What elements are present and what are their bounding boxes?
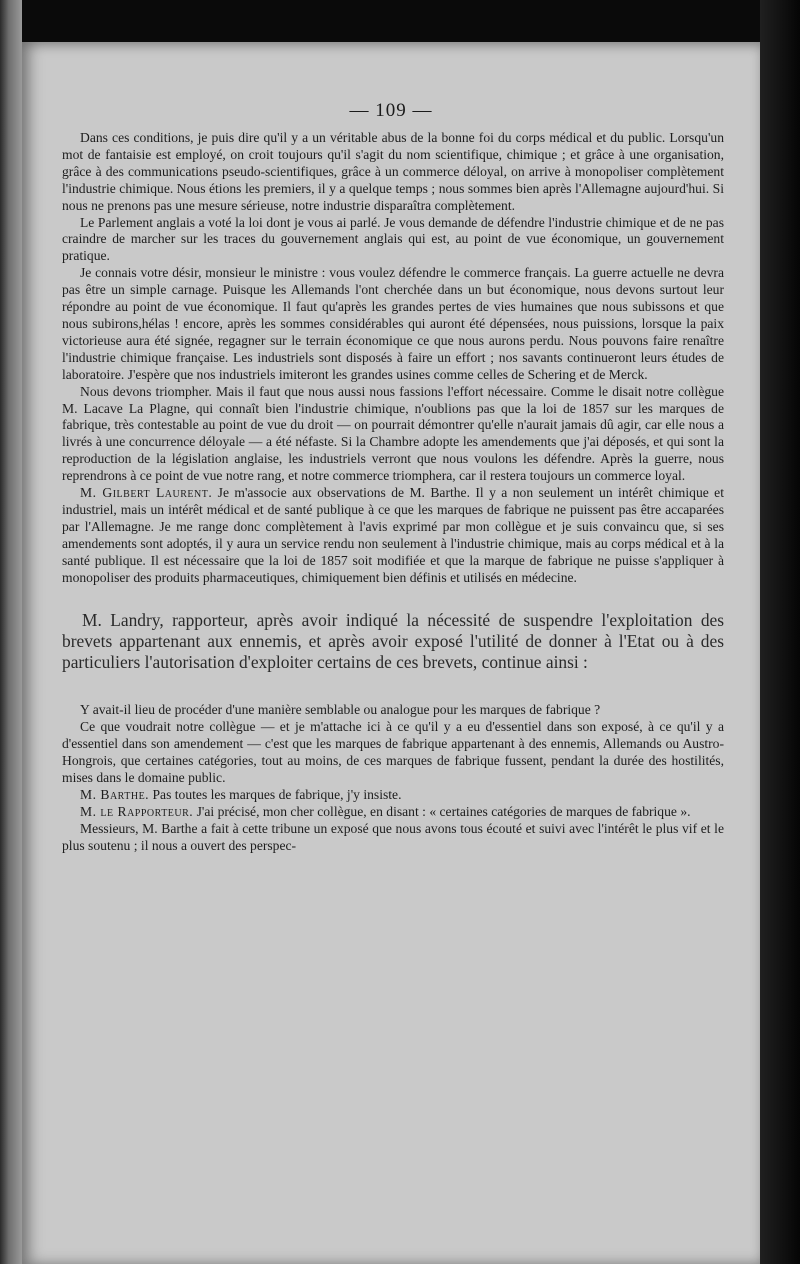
speaker-rapporteur: M. le Rapporteur. — [80, 803, 194, 819]
paragraph-triompher: Nous devons triompher. Mais il faut que nous aussi nous fassions l'effort nécessaire. Comme le disait notre collègue M. Lacave La Plagne, qui connaît bien l'industrie chimique, n'oublions pas que la loi de 1857 sur les marques de fabrique, très contestable au point de vue du droit — on pourrait démontrer qu'elle n'aurait jamais dû agir, car elle nous a livrés à une concurrence déloyale — a été néfaste. Si la Chambre adopte les amendements que j'ai déposés, et qui sont la reproduction de la législation anglaise, les industriels verront que nous voulons les défendre. Après la guerre, nous reprendrons à ce point de vue notre rang, et notre commerce triomphera, car il restera toujours un commerce loyal. — [62, 383, 724, 484]
facing-page-edge — [0, 0, 22, 1264]
text-barthe: Pas toutes les marques de fabrique, j'y insiste. — [152, 786, 402, 802]
text-rapporteur: J'ai précisé, mon cher collègue, en disant : « certaines catégories de marques de fabrique ». — [196, 803, 691, 819]
paragraph-messieurs: Messieurs, M. Barthe a fait à cette tribune un exposé que nous avons tous écouté et suivi avec l'intérêt le plus vif et le plus soutenu ; il nous a ouvert des perspec- — [62, 820, 724, 853]
page-number: — 109 — — [349, 100, 433, 121]
summary-block — [62, 610, 724, 672]
paragraph-question: Y avait-il lieu de procéder d'une manière semblable ou analogue pour les marques de fabrique ? — [80, 702, 601, 718]
paragraph-parlement: Le Parlement anglais a voté la loi dont je vous ai parlé. Je vous demande de défendre l'industrie chimique et de ne pas craindre de marcher sur les traces du gouvernement anglais qui est, au point de vue économique, un gouvernement pratique. — [62, 214, 724, 264]
speaker-barthe: M. Barthe. — [80, 786, 150, 802]
paragraph-desir: Je connais votre désir, monsieur le ministre : vous voulez défendre le commerce français. La guerre actuelle ne devra pas être un simple carnage. Puisque les Allemands l'ont cherchée dans un but économique, nous devons surtout leur répondre au point de vue économique. Il faut qu'après les grandes pertes de vies humaines que nous subissons et que nous subirons,hélas ! encore, après les sommes considérables qui auront été dépensées, nous puissions, lorsque la paix victorieuse aura été signée, regagner sur le terrain économique ce que nous aurons perdu. Nous pouvons faire renaître l'industrie chimique française. Les industriels sont disposés à faire un effort ; nos savants continueront leurs études de laboratoire. J'espère que nos industriels imiteront les grandes usines comme celles de Schering et de Merck. — [62, 265, 724, 382]
intervention-laurent — [62, 485, 724, 586]
document-page — [22, 42, 760, 1264]
paragraph-collegue: Ce que voudrait notre collègue — et je m'attache ici à ce qu'il y a eu d'essentiel dans son exposé, à ce qu'il y a d'essentiel dans son amendement — c'est que les marques de fabrique appartenant à des ennemis, Allemands ou Austro-Hongrois, que certaines catégories, tout au moins, de ces marques de fabrique fussent, pendant la durée des hostilités, mises dans le domaine public. — [62, 719, 724, 785]
speaker-laurent: M. Gilbert Laurent. — [80, 485, 213, 501]
summary-text: M. Landry, rapporteur, après avoir indiqué la nécessité de suspendre l'exploitation des brevets appartenant aux ennemis, et après avoir exposé l'utilité de donner à l'Etat ou à des particuliers l'autorisation d'exploiter certains de ces brevets, continue ainsi : — [62, 610, 724, 672]
intervention-rapporteur — [62, 804, 724, 821]
scan-background — [760, 0, 800, 1264]
intervention-barthe — [62, 787, 724, 804]
paragraph-conditions: Dans ces conditions, je puis dire qu'il y a un véritable abus de la bonne foi du corps médical et du public. Lorsqu'un mot de fantaisie est employé, on croit toujours qu'il s'agit du nom scientifique, chimique ; et grâce à une organisation, grâce à des communications pseudo-scientifiques, grâce à un commerce déloyal, on arrive à monopoliser complètement l'industrie chimique. Nous étions les premiers, il y a quelque temps ; nous sommes bien après l'Allemagne aujourd'hui. Si nous ne prenons pas une mesure sérieuse, notre industrie disparaîtra complètement. — [62, 130, 724, 213]
page-body — [62, 130, 724, 854]
text-laurent: Je m'associe aux observations de M. Barthe. Il y a non seulement un intérêt chimique et industriel, mais un intérêt médical et de santé publique à ce que les marques de fabrique ne puissent pas être accaparées par l'Allemagne. Je me range donc complètement à l'avis exprimé par mon collègue et je suis convaincu que, si ses amendements sont adoptés, il y aura un service rendu non seulement à l'industrie chimique, mais au corps médical et à la santé publique. Il est nécessaire que la loi de 1857 soit modifiée et que la marque de fabrique ne puisse s'appliquer à monopoliser des produits pharmaceutiques, chimiquement bien définis et utilisés en médecine. — [62, 485, 724, 585]
